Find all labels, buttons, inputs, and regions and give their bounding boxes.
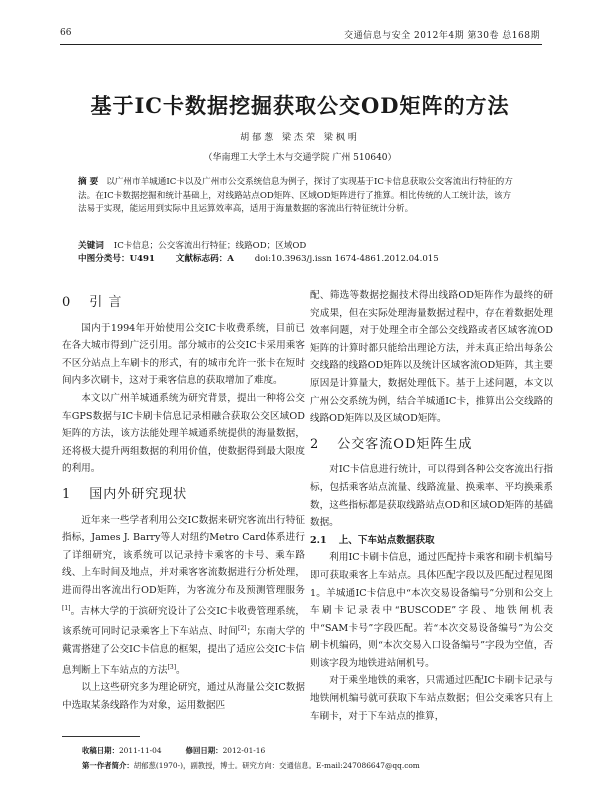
abstract-label: 摘 要 — [78, 177, 99, 187]
paragraph: 本文以广州羊城通系统为研究背景，提出一种将公交车GPS数据与IC卡刷卡信息记录相融合获取公交区域OD矩阵的方法，该方法能处理羊城通系统提供的海量数据，还将极大提升两组数据的利用价值，使数据得到最大限度的利用。 — [62, 392, 305, 475]
journal-info: 交通信息与安全 2012年4期 第30卷 总168期 — [344, 31, 540, 41]
affiliation: （华南理工大学土木与交通学院 广州 510640） — [203, 153, 397, 163]
citation[interactable]: [3] — [167, 663, 177, 671]
running-header — [60, 28, 540, 42]
document-code: 文献标志码：A — [175, 254, 234, 264]
footnote-rule — [62, 736, 140, 737]
right-column — [310, 287, 553, 725]
paragraph: 利用IC卡刷卡信息，通过匹配持卡乘客和刷卡机编号即可获取乘客上车站点。具体匹配字段以及匹配过程见图1。羊城通IC卡信息中“本次交易设备编号”分别和公交上车刷卡记录表中“BUSCODE”字段、地铁闸机表中“SAM卡号”字段匹配。若“本次交易设备编号”为公交刷卡机编码，则“本次交易入口设备编号”字段为空值，否则该字段为地铁进站闸机号。 — [310, 552, 553, 669]
left-column — [62, 290, 305, 715]
doi: doi:10.3963/j.issn 1674-4861.2012.04.015 — [254, 254, 439, 264]
page-number: 66 — [60, 28, 72, 38]
authors: 胡郁葱 梁杰荣 梁枫明 — [240, 133, 360, 143]
paper-title: 基于IC卡数据挖掘获取公交OD矩阵的方法 — [90, 93, 510, 118]
keywords-label: 关键词 — [78, 241, 104, 251]
abstract — [78, 176, 516, 217]
keywords — [78, 239, 306, 251]
section-2-1-heading: 2.1 上、下车站点数据获取 — [310, 534, 435, 546]
keywords-text: IC卡信息；公交客流出行特征；线路OD；区域OD — [113, 241, 307, 251]
paragraph: 对IC卡信息进行统计，可以得到各种公交客流出行指标，包括乘客站点流量、线路流量、换乘率、平均换乘系数，这些指标都是获取线路站点OD和区域OD矩阵的基础数据。 — [310, 464, 553, 529]
clc-number: 中图分类号：U491 — [78, 254, 155, 264]
section-1-heading: 1 国内外研究现状 — [62, 486, 188, 502]
section-2-heading: 2 公交客流OD矩阵生成 — [310, 436, 473, 452]
section-0-heading: 0 引 言 — [62, 295, 123, 310]
citation[interactable]: [2] — [238, 625, 247, 633]
citation[interactable]: [1] — [62, 604, 71, 612]
header-rule — [60, 44, 542, 45]
paragraph: 国内于1994年开始使用公交IC卡收费系统，目前已在各大城市得到广泛引用。部分城市的公交IC卡采用乘客不区分站点上车刷卡的形式，有的城市允许一张卡在短时间内多次刷卡，这对于乘客信息的获取增加了难度。 — [62, 322, 305, 387]
classification-line — [78, 252, 457, 264]
paragraph: 近年来一些学者利用公交IC数据来研究客流出行特征指标，James J. Barry等人对纽约Metro Card体系进行了详细研究，该系统可以记录持卡乘客的卡号、乘车路线、上车时间及地点，并对乘客客流数据进行分析处理，进而得出客流出行OD矩阵，为客流分布及预测管理服务[1]。吉林大学的于滨研究设计了公交IC卡收费管理系统，该系统可同时记录乘客上下车站点、时间[2]；东南大学的戴霄搭建了公交IC卡信息的框架，提出了适应公交IC卡信息判断上下车站点的方法[3]。 — [62, 514, 306, 676]
paragraph: 配、筛选等数据挖掘技术得出线路OD矩阵作为最终的研究成果，但在实际处理海量数据过程中，存在着数据处理效率问题，对于处理全市全部公交线路或者区域客流OD矩阵的计算时都只能给出理论方法，并未真正给出每条公交线路的线路OD矩阵以及统计区域客流OD矩阵，其主要原因是计算量大，数据处理低下。基于上述问题，本文以广州公交系统为例，结合羊城通IC卡，推算出公交线路的线路OD矩阵以及区域OD矩阵。 — [310, 290, 553, 425]
paragraph: 对于乘坐地铁的乘客，只需通过匹配IC卡刷卡记录与地铁闸机编号就可获取下车站点数据；但公交乘客只有上车刷卡，对于下车站点的推算， — [310, 675, 553, 722]
footnote-author: 第一作者简介：胡郁葱(1970-)，副教授，博士。研究方向：交通信息。E-mail:247086647@qq.com — [82, 761, 420, 770]
paragraph: 以上这些研究多为理论研究，通过从海量公交IC数据中选取某条线路作为对象，运用数据匹 — [62, 682, 305, 712]
footnote-dates: 收稿日期：2011-11-04 修回日期：2012-01-16 — [82, 746, 266, 755]
abstract-text: 以广州市羊城通IC卡以及广州市公交系统信息为例子，探讨了实现基于IC卡信息获取公交客流出行特征的方法。在IC卡数据挖掘和统计基础上，对线路站点OD矩阵、区域OD矩阵进行了推算。相比传统的人工统计法，该方法易于实现，能运用到实际中且运算效率高，适用于海量数据的客流出行特征统计分析。 — [78, 177, 513, 215]
